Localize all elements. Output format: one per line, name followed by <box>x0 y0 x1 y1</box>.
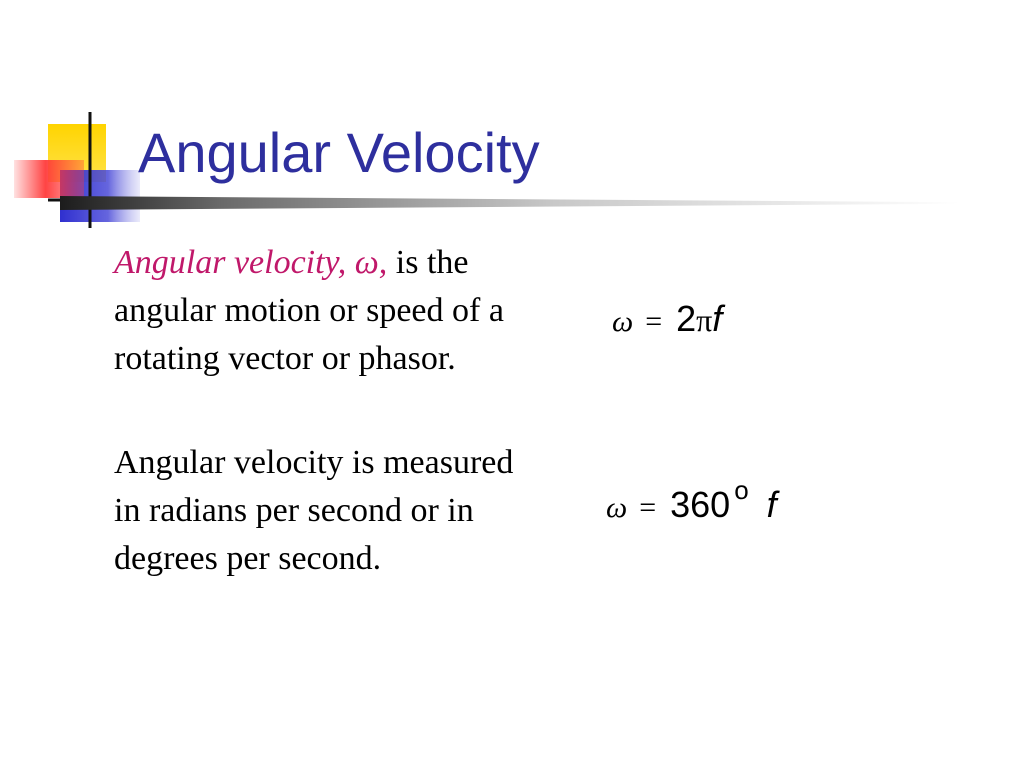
units-paragraph: Angular velocity is measured in radians per second or in degrees per second. <box>114 444 514 577</box>
formula-radians <box>612 298 722 340</box>
title-underline <box>60 196 960 210</box>
formula-omega: ω <box>612 305 634 338</box>
formula-frequency: f <box>712 298 723 339</box>
formula-degrees-value: 360 <box>670 484 731 525</box>
formula-omega: ω <box>606 491 628 524</box>
formula-degree-symbol: o <box>734 475 749 505</box>
formula-equals: = <box>639 491 657 524</box>
term-highlight: Angular velocity, ω, <box>114 244 388 281</box>
formula-degrees <box>606 475 777 526</box>
formula-frequency: f <box>766 484 777 525</box>
definition-paragraph <box>114 239 524 383</box>
formula-pi: π <box>696 302 713 338</box>
red-square <box>14 160 84 198</box>
formula-equals: = <box>645 305 663 338</box>
slide-title: Angular Velocity <box>138 121 540 184</box>
formula-coefficient: 2 <box>676 298 697 339</box>
definition-text: is the angular motion or speed of a rotating vector or phasor. <box>114 244 504 377</box>
